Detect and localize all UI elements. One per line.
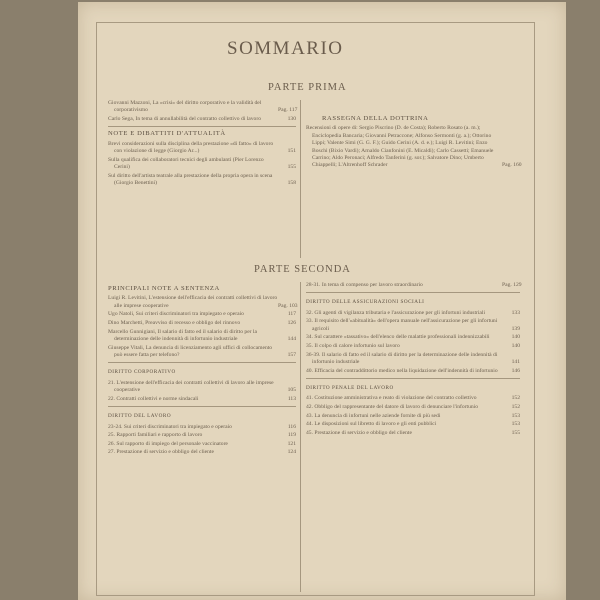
toc-entry-title: 25. Rapporti familiari e rapporto di lavoro (108, 432, 203, 439)
toc-entry-page: 144 (287, 336, 296, 342)
toc-entry (306, 282, 520, 289)
toc-entry-page: 140 (511, 334, 520, 341)
toc-entry (108, 320, 296, 327)
toc-entry (108, 329, 296, 344)
toc-entry-page: Pag. 129 (502, 282, 522, 288)
toc-entry-page: 151 (287, 148, 296, 155)
toc-entry (108, 141, 296, 156)
section-heading: DIRITTO PENALE DEL LAVORO (306, 385, 394, 391)
column-divider (300, 282, 301, 592)
toc-entry-page: 155 (287, 164, 296, 171)
toc-entry (108, 432, 296, 439)
toc-entry-title: Ugo Natoli, Sui criteri discriminatori tra impiegato e operaio (108, 311, 244, 318)
toc-entry-title: Dino Marchetti, Preavviso di recesso e obbligo del rinnovo (108, 320, 241, 326)
toc-entry-page: 152 (511, 404, 520, 410)
toc-entry (306, 352, 520, 367)
toc-entry-title: Giovanni Mazzoni, La «crisi» del diritto corporativo e la validità del corporativismo (108, 100, 262, 114)
toc-entry-title: 26. Sul rapporto di impiego del personale vaccinatore (108, 440, 228, 447)
toc-entry (306, 404, 520, 411)
toc-entry-title: 27. Prestazione di servizio e obbligo del cliente (108, 449, 214, 456)
toc-entry-page: 155 (511, 429, 520, 436)
part-two-left-column (108, 282, 296, 458)
toc-entry-title: 40. Efficacia del contraddittorio medico nella liquidazione dell'indennità di infortunio (306, 367, 498, 374)
toc-entry-title: 42. Obbligo del rappresentante del datore di lavoro di denunciare l'infortunio (306, 404, 479, 410)
toc-entry-title: 23-24. Sui criteri discriminatori tra impiegato e operaio (108, 423, 232, 430)
toc-entry-title: 44. Le disposizioni sul libretto di lavoro e gli enti pubblici (306, 421, 437, 428)
page-title: SOMMARIO (227, 38, 344, 59)
toc-entry-title: Luigi R. Levitini, L'estensione dell'efficacia dei contratti collettivi di lavoro alle imprese cooperative (108, 295, 278, 309)
toc-entry-title: 22. Contratti collettivi e norme sindacali (108, 395, 199, 402)
toc-entry-title: Brevi considerazioni sulla disciplina della prestazione «di fatto» di lavoro con violazione di legge (Giorgio Ar...) (108, 140, 274, 155)
toc-entry (108, 345, 296, 360)
toc-entry-page: 141 (511, 359, 520, 365)
toc-entry-title: 32. Gli agenti di vigilanza tributaria e l'assicurazione per gli infortuni industriali (306, 309, 486, 316)
toc-entry-title: 33. Il requisito dell'«abitualità» dell'opera manuale nell'assicurazione per gli infortuni agricoli (306, 318, 498, 332)
toc-entry (108, 449, 296, 456)
section-heading: NOTE E DIBATTITI D'ATTUALITÀ (108, 130, 226, 138)
part-two-heading: PARTE SECONDA (254, 264, 351, 275)
toc-entry-page: 146 (511, 367, 520, 374)
toc-entry-page: 126 (287, 320, 296, 326)
toc-entry-page: 113 (287, 395, 296, 402)
toc-entry-page: 117 (287, 311, 296, 318)
toc-entry-page: 153 (511, 412, 520, 419)
toc-entry-page: 105 (287, 387, 296, 394)
toc-entry-page: 139 (511, 325, 520, 332)
toc-entry-page: 119 (287, 432, 296, 439)
toc-entry (108, 441, 296, 448)
toc-entry-title: Sul diritto dell'artista teatrale alla prestazione della propria opera in scena (Giorgio Benettini) (108, 172, 273, 187)
toc-entry (108, 380, 296, 395)
toc-entry (108, 100, 296, 115)
toc-entry-title: Marcello Gunnigiani, Il salario di fatto ed il salario di diritto per la determinazione delle indennità di infortunio industriale (108, 328, 257, 342)
toc-entry (306, 343, 520, 350)
toc-entry (306, 125, 520, 169)
toc-entry-title: 34. Sul carattere «tassativo» dell'elenco delle malattie professionali indennizzabili (306, 334, 490, 341)
toc-entry-page: 153 (511, 421, 520, 428)
toc-entry-page: Pag. 103 (278, 302, 298, 309)
toc-entry (306, 413, 520, 420)
toc-entry (108, 424, 296, 431)
toc-entry-title: 43. La denuncia di infortuni nelle aziende fornite di più sedi (306, 412, 441, 419)
toc-entry-title: 28-31. In tema di compenso per lavoro straordinario (306, 282, 423, 288)
toc-entry (108, 311, 296, 318)
toc-entry (108, 157, 296, 172)
toc-entry-page: Pag. 160 (502, 162, 522, 169)
toc-entry (306, 368, 520, 375)
toc-entry-title: 35. Il colpo di calore infortunio sul lavoro (306, 343, 400, 349)
toc-entry (306, 395, 520, 402)
section-heading: PRINCIPALI NOTE A SENTENZA (108, 285, 220, 292)
toc-entry-title: 41. Costituzione amministrativa e reato di violazione del contratto collettivo (306, 395, 477, 402)
toc-entry-page: 152 (511, 395, 520, 402)
toc-entry (306, 421, 520, 428)
toc-entry-title: Recensioni di opere di: Sergio Piscrino (D. de Costa); Roberto Rosato (a. m.); Enciclopedia Bancaria; Giovanni Petraccone; Alfonso Sermonti (g. a.); Ottorino Lippi; Valente Simi (G. G. F.); Guido Cerini (A. d. e.); Luigi R. Levitini; Enzo Boschi (Bixio Vardi); Arnaldo Cianfonini (E. Micaldi); Carlo Cassetti; Emanuele Carrino; Aldo Peronaci; Alfredo Tanferini (g. sor.); Salvatore Dino; Umberto Chiappelli; L'Altrenhoff Schrader (306, 125, 494, 169)
section-heading: DIRITTO DEL LAVORO (108, 413, 172, 420)
toc-entry (306, 430, 520, 437)
toc-entry-page: 157 (287, 352, 296, 358)
toc-entry (108, 173, 296, 188)
toc-entry-page: 133 (511, 309, 520, 316)
section-heading: DIRITTO CORPORATIVO (108, 369, 176, 376)
toc-entry-page: 116 (287, 423, 296, 430)
toc-entry (108, 116, 296, 123)
toc-entry-title: Giuseppe Vitali, La denuncia di licenziamento agli uffici di collocamento può essere fatta per telefono? (108, 344, 273, 358)
toc-entry (306, 310, 520, 317)
toc-entry (108, 396, 296, 403)
toc-entry (108, 295, 296, 310)
part-two-right-column (306, 282, 520, 438)
toc-entry-title: 45. Prestazione di servizio e obbligo del cliente (306, 429, 412, 436)
toc-entry-page: 158 (287, 180, 296, 187)
toc-entry-title: 36-39. Il salario di fatto ed il salario di diritto per la determinazione delle indennità di infortunio industriale (306, 351, 498, 365)
toc-entry (306, 318, 520, 333)
toc-entry-page: 140 (511, 343, 520, 349)
toc-entry-title: 21. L'estensione dell'efficacia dei contratti collettivi di lavoro alle imprese cooperative (108, 379, 274, 394)
toc-entry-page: 121 (287, 440, 296, 447)
part-one-left-column (108, 100, 296, 189)
toc-entry-page: 130 (287, 116, 296, 122)
part-one-right-column (306, 112, 520, 171)
section-heading: DIRITTO DELLE ASSICURAZIONI SOCIALI (306, 299, 425, 306)
toc-entry-title: Carlo Sega, In tema di annullabilità del contratto collettivo di lavoro (108, 116, 262, 122)
toc-entry-title: Sulla qualifica dei collaboratori tecnici degli ambulanti (Pier Lorenzo Cerini) (108, 156, 264, 171)
toc-entry (306, 334, 520, 341)
toc-entry-page: 124 (287, 449, 296, 456)
column-divider (300, 100, 301, 258)
section-heading: RASSEGNA DELLA DOTTRINA (322, 115, 429, 122)
toc-entry-page: Pag. 117 (278, 107, 298, 114)
part-one-heading: PARTE PRIMA (268, 82, 347, 93)
